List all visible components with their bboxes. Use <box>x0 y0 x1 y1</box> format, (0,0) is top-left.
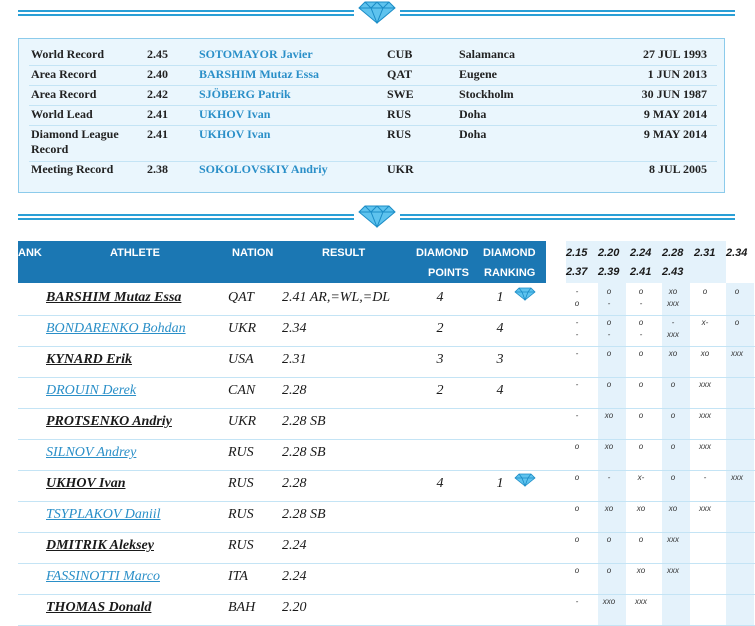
record-date: 1 JUN 2013 <box>647 67 707 81</box>
attempt-mark: o <box>670 473 676 482</box>
athlete-nation: CAN <box>228 383 256 398</box>
athlete-result: 2.24 <box>282 569 307 584</box>
attempt-mark: o <box>670 380 676 389</box>
attempt-mark: xo <box>604 411 614 420</box>
attempt-mark: xxx <box>699 380 711 389</box>
athlete-link[interactable]: KYNARD Erik <box>46 352 132 367</box>
attempt-mark: o <box>606 318 612 327</box>
top-divider <box>18 2 735 22</box>
record-row <box>29 107 717 126</box>
athlete-result: 2.41 AR,=WL,=DL <box>282 290 391 305</box>
athlete-link[interactable]: BONDARENKO Bohdan <box>46 321 186 336</box>
attempt-mark: o <box>638 535 644 544</box>
height-label: 2.37 <box>566 266 588 278</box>
athlete-result: 2.24 <box>282 538 307 553</box>
diamond-ranking: 4 <box>496 321 504 336</box>
header-ranking-line1: DIAMOND <box>483 247 536 259</box>
athlete-nation: UKR <box>228 321 256 336</box>
athlete-nation: RUS <box>228 507 254 522</box>
athlete-link[interactable]: PROTSENKO Andriy <box>46 414 172 429</box>
height-label: 2.39 <box>598 266 620 278</box>
record-mark: 2.38 <box>147 162 168 176</box>
header-athlete: ATHLETE <box>110 247 160 259</box>
table-row <box>18 315 755 347</box>
height-label: 2.20 <box>598 247 620 259</box>
athlete-link[interactable]: TSYPLAKOV Daniil <box>46 507 161 522</box>
attempt-mark: - <box>575 411 579 420</box>
attempt-mark: xxx <box>699 504 711 513</box>
record-nation: CUB <box>387 47 413 61</box>
athlete-link[interactable]: BARSHIM Mutaz Essa <box>46 290 182 305</box>
attempt-mark: o <box>638 442 644 451</box>
record-mark: 2.45 <box>147 47 168 61</box>
attempt-mark: xxx <box>699 411 711 420</box>
athlete-nation: USA <box>228 352 254 367</box>
attempt-mark: o <box>606 380 612 389</box>
attempt-mark: xxx <box>635 597 647 606</box>
attempt-mark: o <box>574 504 580 513</box>
athlete-result: 2.28 SB <box>282 507 326 522</box>
record-mark: 2.41 <box>147 127 168 141</box>
attempt-mark: - <box>639 299 643 308</box>
athlete-result: 2.28 <box>282 383 307 398</box>
header-result: RESULT <box>322 247 366 259</box>
diamond-icon <box>514 287 536 306</box>
diamond-icon <box>354 202 400 230</box>
record-mark: 2.42 <box>147 87 168 101</box>
attempt-mark: xo <box>700 349 710 358</box>
athlete-link[interactable]: UKHOV Ivan <box>46 476 126 491</box>
height-label: 2.41 <box>630 266 652 278</box>
table-row <box>18 594 755 626</box>
attempt-mark: xxx <box>731 473 743 482</box>
record-mark: 2.40 <box>147 67 168 81</box>
attempt-mark: - <box>575 330 579 339</box>
athlete-link[interactable]: DMITRIK Aleksey <box>46 538 154 553</box>
attempt-mark: o <box>606 535 612 544</box>
attempt-mark: - <box>607 330 611 339</box>
record-type: Diamond League Record <box>31 127 119 156</box>
record-type: World Lead <box>31 107 93 121</box>
athlete-link[interactable]: DROUIN Derek <box>46 383 137 398</box>
record-type: Area Record <box>31 67 97 81</box>
athlete-nation: RUS <box>228 538 254 553</box>
record-venue: Eugene <box>459 67 498 81</box>
attempt-mark: o <box>638 318 644 327</box>
athlete-nation: BAH <box>228 600 256 615</box>
attempt-mark: o <box>734 287 740 296</box>
header-rank: ANK <box>18 247 42 259</box>
attempt-mark: o <box>574 442 580 451</box>
attempt-mark: xo <box>636 566 646 575</box>
height-label: 2.24 <box>630 247 652 259</box>
athlete-link[interactable]: FASSINOTTI Marco <box>46 569 160 584</box>
athlete-nation: RUS <box>228 445 254 460</box>
athlete-nation: ITA <box>228 569 248 584</box>
header-nation: NATION <box>232 247 274 259</box>
athlete-link[interactable]: THOMAS Donald <box>46 600 152 615</box>
attempt-mark: o <box>638 287 644 296</box>
record-venue: Stockholm <box>459 87 514 101</box>
attempt-mark: xxx <box>667 299 679 308</box>
attempt-mark: o <box>670 442 676 451</box>
attempt-mark: o <box>574 535 580 544</box>
diamond-ranking: 3 <box>496 352 504 367</box>
attempt-mark: xxx <box>731 349 743 358</box>
record-athlete[interactable]: UKHOV Ivan <box>199 107 271 121</box>
table-header <box>18 241 546 283</box>
record-nation: RUS <box>387 127 412 141</box>
attempt-mark: o <box>670 411 676 420</box>
attempt-mark: o <box>574 299 580 308</box>
attempt-mark: - <box>575 380 579 389</box>
record-type: World Record <box>31 47 104 61</box>
header-ranking-line2: RANKING <box>484 267 536 279</box>
athlete-result: 2.34 <box>282 321 307 336</box>
attempt-mark: xo <box>636 504 646 513</box>
record-date: 8 JUL 2005 <box>648 162 707 176</box>
diamond-points: 2 <box>436 383 444 398</box>
record-date: 27 JUL 1993 <box>642 47 707 61</box>
record-row <box>29 162 717 180</box>
attempt-mark: o <box>606 349 612 358</box>
diamond-points: 4 <box>436 476 444 491</box>
table-row <box>18 284 755 316</box>
record-mark: 2.41 <box>147 107 168 121</box>
diamond-icon <box>354 0 400 26</box>
attempt-mark: o <box>606 287 612 296</box>
attempt-mark: xo <box>668 287 678 296</box>
athlete-link[interactable]: SILNOV Andrey <box>46 445 137 460</box>
attempt-mark: xxx <box>667 535 679 544</box>
attempt-mark: - <box>575 287 579 296</box>
record-row <box>29 127 717 162</box>
attempt-mark: - <box>575 318 579 327</box>
table-row <box>18 501 755 533</box>
record-row <box>29 47 717 66</box>
attempt-mark: - <box>671 318 675 327</box>
record-row <box>29 87 717 106</box>
diamond-ranking: 1 <box>496 290 504 305</box>
record-nation: RUS <box>387 107 412 121</box>
attempt-mark: x- <box>701 318 709 327</box>
record-athlete[interactable]: UKHOV Ivan <box>199 127 271 141</box>
attempt-mark: xo <box>668 349 678 358</box>
attempt-mark: o <box>638 349 644 358</box>
table-row <box>18 377 755 409</box>
height-label: 2.31 <box>694 247 716 259</box>
attempt-mark: - <box>607 299 611 308</box>
athlete-result: 2.20 <box>282 600 307 615</box>
attempt-mark: xxx <box>699 442 711 451</box>
record-athlete[interactable]: BARSHIM Mutaz Essa <box>199 67 320 81</box>
diamond-points: 3 <box>436 352 444 367</box>
record-athlete[interactable]: SOKOLOVSKIY Andriy <box>199 162 328 176</box>
athlete-nation: QAT <box>228 290 254 305</box>
attempt-mark: xo <box>604 504 614 513</box>
records-panel <box>18 38 725 193</box>
header-points-line1: DIAMOND <box>416 247 469 259</box>
attempt-mark: o <box>702 287 708 296</box>
attempt-mark: - <box>639 330 643 339</box>
results-table <box>18 241 755 626</box>
attempt-mark: o <box>574 566 580 575</box>
middle-divider <box>18 206 735 226</box>
diamond-points: 2 <box>436 321 444 336</box>
header-points-line2: POINTS <box>428 267 469 279</box>
attempt-mark: xo <box>604 442 614 451</box>
height-label: 2.43 <box>662 266 684 278</box>
record-athlete[interactable]: SOTOMAYOR Javier <box>199 47 313 61</box>
diamond-ranking: 1 <box>496 476 504 491</box>
record-type: Area Record <box>31 87 97 101</box>
attempt-mark: xo <box>668 504 678 513</box>
record-nation: SWE <box>387 87 414 101</box>
height-label: 2.34 <box>726 247 748 259</box>
diamond-points: 4 <box>436 290 444 305</box>
record-venue: Doha <box>459 127 487 141</box>
athlete-nation: RUS <box>228 476 254 491</box>
table-row <box>18 470 755 502</box>
table-row <box>18 346 755 378</box>
record-type: Meeting Record <box>31 162 114 176</box>
record-date: 9 MAY 2014 <box>643 127 707 141</box>
record-athlete[interactable]: SJÖBERG Patrik <box>199 87 291 101</box>
record-venue: Doha <box>459 107 487 121</box>
attempt-mark: o <box>606 566 612 575</box>
attempt-mark: - <box>575 597 579 606</box>
diamond-ranking: 4 <box>496 383 504 398</box>
attempt-mark: - <box>703 473 707 482</box>
record-nation: UKR <box>387 162 414 176</box>
diamond-icon <box>514 473 536 492</box>
table-row <box>18 563 755 595</box>
attempt-mark: o <box>638 411 644 420</box>
athlete-result: 2.28 SB <box>282 414 326 429</box>
attempt-mark: xxx <box>667 566 679 575</box>
table-row <box>18 408 755 440</box>
height-label: 2.28 <box>662 247 684 259</box>
table-row <box>18 532 755 564</box>
record-date: 9 MAY 2014 <box>643 107 707 121</box>
athlete-result: 2.28 <box>282 476 307 491</box>
attempt-mark: x- <box>637 473 645 482</box>
record-venue: Salamanca <box>459 47 516 61</box>
record-row <box>29 67 717 86</box>
attempt-mark: o <box>734 318 740 327</box>
athlete-result: 2.28 SB <box>282 445 326 460</box>
attempt-mark: o <box>574 473 580 482</box>
table-row <box>18 439 755 471</box>
record-nation: QAT <box>387 67 413 81</box>
attempt-mark: xxo <box>602 597 616 606</box>
record-date: 30 JUN 1987 <box>641 87 707 101</box>
attempt-mark: - <box>575 349 579 358</box>
athlete-result: 2.31 <box>282 352 307 367</box>
attempt-mark: xxx <box>667 330 679 339</box>
attempt-mark: - <box>607 473 611 482</box>
athlete-nation: UKR <box>228 414 256 429</box>
height-label: 2.15 <box>566 247 588 259</box>
attempt-mark: o <box>638 380 644 389</box>
